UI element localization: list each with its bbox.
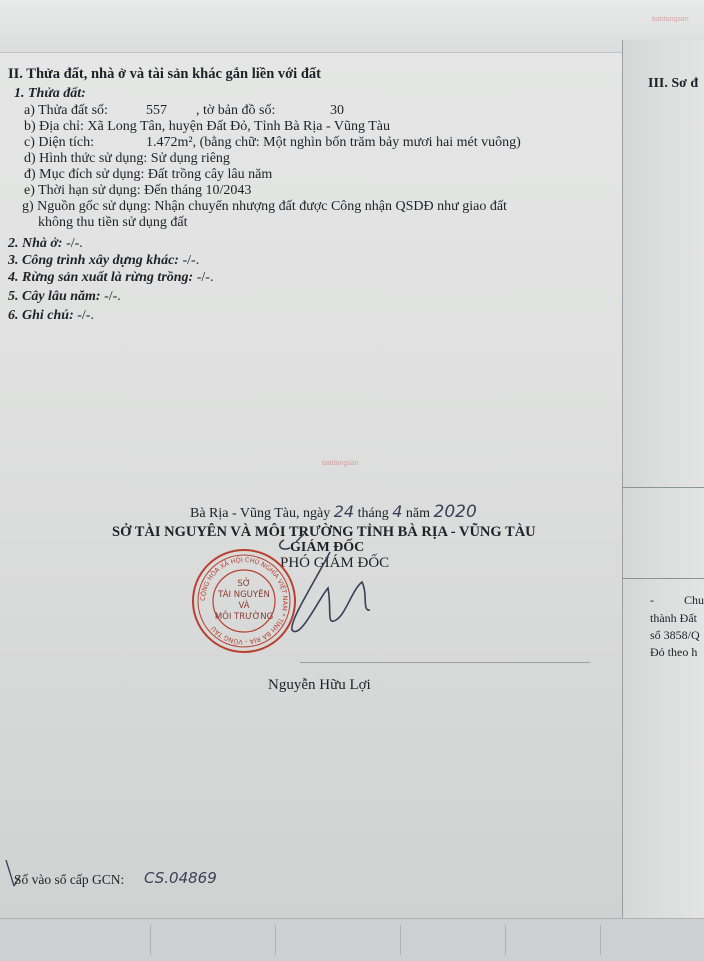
year-label: năm bbox=[405, 506, 431, 521]
month-label: tháng bbox=[357, 506, 389, 521]
stamp-line: SỞ bbox=[237, 579, 251, 589]
strip-divider bbox=[150, 925, 151, 955]
section-title: II. Thửa đất, nhà ở và tài sản khác gắn liền với đất bbox=[8, 66, 321, 82]
parcel-area-value: 1.472m², (bằng chữ: Một nghìn bốn trăm bảy mươi hai mét vuông) bbox=[146, 135, 521, 150]
item-label: 5. Cây lâu năm: bbox=[8, 289, 101, 304]
adjacent-fragment: Chu bbox=[684, 593, 704, 607]
place-date-prefix: Bà Rịa - Vũng Tàu, ngày bbox=[190, 506, 331, 521]
other-construction-item bbox=[8, 253, 199, 269]
use-origin: g) Nguồn gốc sử dụng: Nhận chuyển nhượng đất được Công nhận QSDĐ như giao đất bbox=[22, 199, 507, 214]
date-day: 24 bbox=[333, 502, 355, 521]
registry-number: CS.04869 bbox=[144, 869, 217, 887]
adjacent-fragment: thành Đất bbox=[650, 611, 697, 625]
date-month: 4 bbox=[392, 502, 403, 521]
item-value: -/-. bbox=[196, 270, 214, 285]
item-value: -/-. bbox=[104, 289, 121, 304]
previous-page-fold bbox=[0, 0, 704, 53]
stamp-ring-text: CỘNG HÒA XÃ HỘI CHỦ NGHĨA VIỆT NAM * TỈNH BÀ RỊA - VŨNG TÀU bbox=[198, 555, 290, 647]
adjacent-fragment: - bbox=[650, 593, 654, 607]
production-forest-item bbox=[8, 270, 213, 286]
use-origin-continued: không thu tiền sử dụng đất bbox=[38, 215, 188, 230]
stamp-line: TÀI NGUYÊN bbox=[218, 590, 270, 600]
use-form: d) Hình thức sử dụng: Sử dụng riêng bbox=[24, 151, 230, 166]
registry-label: Số vào sổ cấp GCN: bbox=[14, 872, 125, 887]
item-label: 6. Ghi chú: bbox=[8, 308, 74, 323]
item-label: 2. Nhà ở: bbox=[8, 236, 63, 251]
signature-underline bbox=[300, 662, 590, 663]
map-sheet-value: 30 bbox=[330, 103, 344, 118]
stamp-line: VÀ bbox=[238, 601, 250, 611]
parcel-address: b) Địa chỉ: Xã Long Tân, huyện Đất Đỏ, Tỉnh Bà Rịa - Vũng Tàu bbox=[24, 119, 391, 134]
note-item bbox=[8, 308, 94, 324]
house-item bbox=[8, 236, 83, 252]
signer-name: Nguyễn Hữu Lợi bbox=[268, 677, 371, 693]
date-year: 2020 bbox=[433, 502, 477, 522]
adjacent-table-box bbox=[622, 487, 704, 579]
use-purpose: đ) Mục đích sử dụng: Đất trồng cây lâu năm bbox=[24, 167, 273, 182]
use-term: e) Thời hạn sử dụng: Đến tháng 10/2043 bbox=[24, 183, 252, 198]
right-section-heading: III. Sơ đ bbox=[648, 76, 699, 91]
parcel-number-label: a) Thửa đất số: bbox=[24, 103, 108, 118]
item-value: -/-. bbox=[182, 253, 200, 268]
item-label: 3. Công trình xây dựng khác: bbox=[8, 253, 179, 268]
parcel-heading: 1. Thửa đất: bbox=[14, 86, 86, 101]
map-sheet-label: , tờ bản đồ số: bbox=[196, 103, 276, 118]
official-stamp bbox=[190, 547, 298, 655]
watermark-logo: batdongsan bbox=[652, 16, 689, 23]
watermark-logo: batdongsan bbox=[322, 460, 359, 467]
strip-divider bbox=[600, 925, 601, 955]
item-value: -/-. bbox=[77, 308, 94, 323]
signer-title-deputy: PHÓ GIÁM ĐỐC bbox=[280, 555, 390, 571]
strip-divider bbox=[505, 925, 506, 955]
strip-divider bbox=[400, 925, 401, 955]
adjacent-fragment: số 3858/Q bbox=[650, 628, 700, 642]
place-date bbox=[190, 504, 477, 522]
item-label: 4. Rừng sản xuất là rừng trồng: bbox=[8, 270, 194, 285]
strip-divider bbox=[275, 925, 276, 955]
parcel-number-value: 557 bbox=[146, 103, 167, 118]
signer-title: GIÁM ĐỐC bbox=[290, 540, 365, 555]
item-value: -/-. bbox=[66, 236, 83, 251]
issuing-agency: SỞ TÀI NGUYÊN VÀ MÔI TRƯỜNG TỈNH BÀ RỊA - VŨNG TÀU bbox=[112, 524, 536, 540]
stamp-line: MÔI TRƯỜNG bbox=[214, 612, 274, 622]
page-bottom-strip bbox=[0, 918, 704, 961]
perennial-tree-item bbox=[8, 289, 121, 305]
adjacent-fragment: Đỏ theo h bbox=[650, 645, 698, 659]
parcel-area-label: c) Diện tích: bbox=[24, 135, 94, 150]
